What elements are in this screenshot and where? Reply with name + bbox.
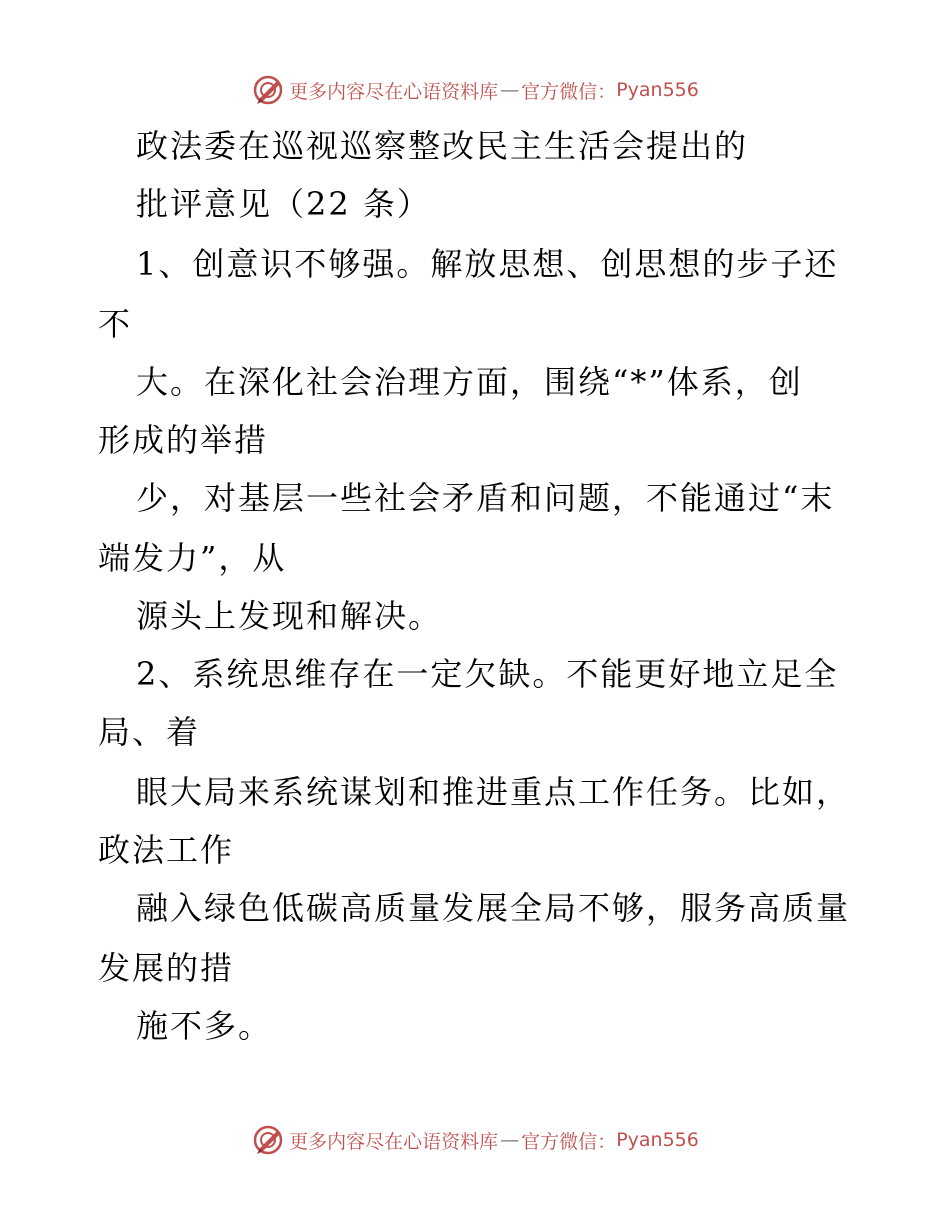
pen-logo-icon — [251, 73, 285, 107]
watermark-footer — [0, 1120, 950, 1160]
watermark-wechat-label: 官方微信： — [521, 1130, 617, 1153]
paragraph-line: 政法工作 — [98, 831, 235, 869]
paragraph-line: 形成的举措 — [98, 421, 269, 459]
watermark-wechat-label: 官方微信： — [521, 80, 617, 103]
paragraph-line: 少，对基层一些社会矛盾和问题，不能通过“末 — [136, 479, 835, 517]
paragraph-line: 1、创意识不够强。解放思想、创思想的步子还 — [136, 245, 839, 283]
paragraph-line: 融入绿色低碳高质量发展全局不够，服务高质量 — [136, 889, 851, 927]
title-line-1: 政法委在巡视巡察整改民主生活会提出的 — [136, 127, 749, 165]
pen-logo-icon — [251, 1123, 285, 1157]
paragraph-line: 2、系统思维存在一定欠缺。不能更好地立足全 — [136, 655, 839, 693]
watermark-header — [0, 70, 950, 110]
paragraph-line: 大。在深化社会治理方面，围绕“*”体系，创 — [136, 363, 803, 401]
paragraph-line: 端发力”，从 — [98, 539, 287, 577]
watermark-dash: — — [500, 1129, 520, 1151]
watermark-text: 更多内容尽在心语资料库 — [289, 1130, 499, 1153]
watermark-wechat-id: Pyan556 — [616, 79, 699, 101]
paragraph-line: 局、着 — [98, 713, 201, 751]
watermark-dash: — — [500, 79, 520, 101]
paragraph-line: 施不多。 — [136, 1007, 273, 1045]
paragraph-line: 源头上发现和解决。 — [136, 597, 443, 635]
paragraph-line: 不 — [98, 305, 133, 343]
paragraph-line: 眼大局来系统谋划和推进重点工作任务。比如， — [136, 773, 851, 811]
watermark-text: 更多内容尽在心语资料库 — [289, 80, 499, 103]
title-line-2: 批评意见（22 条） — [136, 185, 431, 223]
watermark-wechat-id: Pyan556 — [616, 1129, 699, 1151]
paragraph-line: 发展的措 — [98, 949, 235, 987]
